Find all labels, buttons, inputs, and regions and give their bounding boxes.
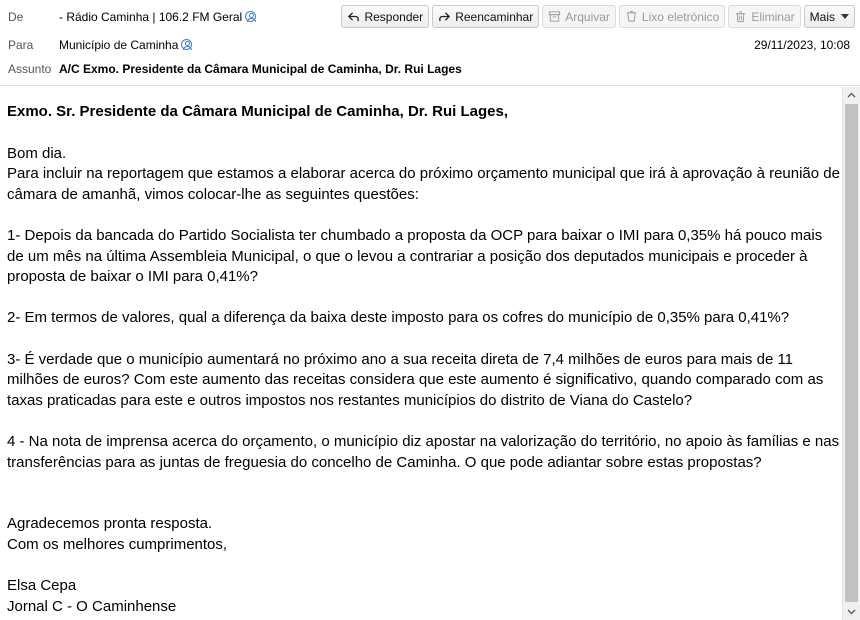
subject-label: Assunto (8, 62, 52, 76)
archive-icon (548, 10, 561, 23)
junk-button[interactable] (619, 5, 725, 28)
forward-icon (438, 10, 451, 23)
forward-label: Reencaminhar (455, 9, 534, 24)
to-recipient[interactable] (59, 34, 192, 56)
more-button[interactable] (804, 5, 855, 28)
signature-org: Jornal C - O Caminhense (7, 597, 177, 615)
archive-label: Arquivar (565, 9, 610, 24)
delete-label: Eliminar (751, 9, 795, 24)
question-1: 1- Depois da bancada do Partido Socialista ter chumbado a proposta da OCP para baixar o IMI para 0,35% há pouco mais de um mês na última Assembleia Municipal, o que o levou a contrariar a posição dos deputados municipais e proceder à proposta de baixar o IMI para 0,41%? (7, 226, 823, 286)
closing-line-2: Com os melhores cumprimentos, (7, 535, 228, 553)
greeting: Exmo. Sr. Presidente da Câmara Municipal de Caminha, Dr. Rui Lages, (7, 103, 508, 120)
scrollbar-thumb[interactable] (845, 104, 858, 602)
message-header (0, 0, 860, 86)
closing-line-1: Agradecemos pronta resposta. (7, 515, 213, 533)
signature-name: Elsa Cepa (7, 577, 77, 595)
question-2: 2- Em termos de valores, qual a diferença da baixa deste imposto para os cofres do município de 0,35% para 0,41%? (7, 309, 790, 327)
contact-icon[interactable] (181, 39, 192, 50)
scroll-down-button[interactable] (843, 604, 860, 620)
junk-label: Lixo eletrónico (641, 9, 720, 24)
archive-button[interactable] (542, 5, 616, 28)
chevron-down-icon (841, 14, 849, 19)
delete-button[interactable] (728, 5, 800, 28)
more-label: Mais (809, 9, 835, 24)
to-row (0, 34, 860, 56)
question-4: 4 - Na nota de imprensa acerca do orçamento, o município diz apostar na valorização do território, no apoio às famílias e nas transferências para as juntas de freguesia do concelho de Caminha. O que pode adiantar sobre estas propostas? (7, 432, 840, 471)
reply-icon (347, 10, 360, 23)
message-toolbar (341, 5, 855, 28)
junk-icon (625, 10, 638, 23)
reply-label: Responder (364, 9, 424, 24)
message-body (0, 87, 841, 620)
chevron-down-icon (847, 609, 856, 615)
contact-icon[interactable] (245, 11, 256, 22)
intro-line-2: Para incluir na reportagem que estamos a elaborar acerca do próximo orçamento municipal que irá à aprovação à reunião de câmara de amanhã, vimos colocar-lhe as seguintes questões: (7, 165, 840, 203)
chevron-up-icon (847, 92, 856, 98)
intro-line-1: Bom dia. (7, 144, 67, 162)
question-3: 3- É verdade que o município aumentará no próximo ano a sua receita direta de 7,4 milhões de euros para mais de 11 milhões de euros? Com este aumento das receitas considera que este aumento é significativo, quando comparado com as taxas praticadas para este e outros impostos nos restantes municípios do distrito de Viana do Castelo? (7, 350, 824, 409)
reply-button[interactable] (341, 5, 429, 28)
from-label: De (8, 10, 24, 24)
subject-value: A/C Exmo. Presidente da Câmara Municipal de Caminha, Dr. Rui Lages (59, 62, 462, 76)
forward-button[interactable] (432, 5, 539, 28)
to-value[interactable]: Município de Caminha (59, 38, 179, 52)
message-date: 29/11/2023, 10:08 (754, 38, 850, 52)
scroll-up-button[interactable] (843, 87, 860, 103)
from-value[interactable]: - Rádio Caminha | 106.2 FM Geral (59, 10, 243, 24)
trash-icon (734, 10, 747, 23)
from-sender[interactable] (59, 6, 256, 28)
vertical-scrollbar[interactable] (842, 87, 860, 620)
subject-row (0, 58, 860, 80)
to-label: Para (8, 38, 34, 52)
